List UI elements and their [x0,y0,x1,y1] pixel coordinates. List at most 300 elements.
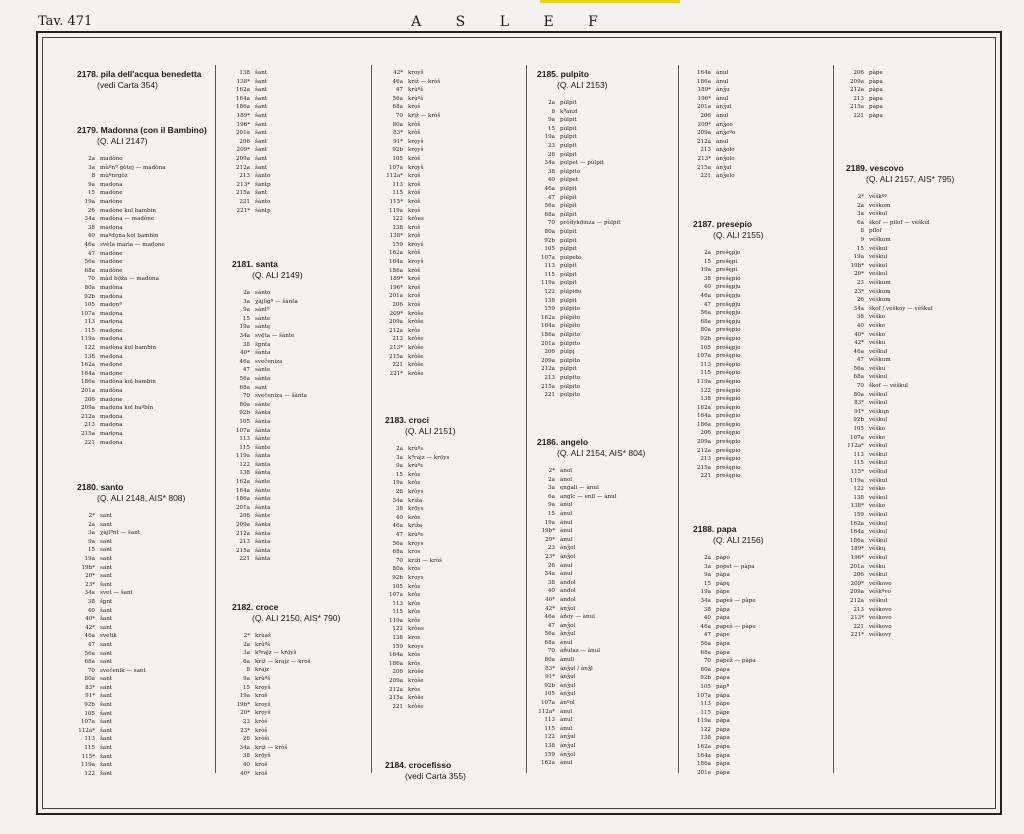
dialect-form: križ — krajz — kroš [255,658,311,665]
dialect-form: véškul [869,494,888,501]
point-code: 138* [389,233,403,240]
dialect-form: šant [255,78,268,85]
point-code: 209a [540,357,555,364]
entry-row [77,589,237,598]
point-code: 47 [703,632,711,639]
point-code: 162a [696,404,711,411]
entry-row [693,395,853,404]
point-code: 213 [239,173,250,180]
dialect-form: kròs [408,652,421,659]
point-code: 6a [243,658,250,665]
dialect-form: svečeniza [255,358,283,365]
dialect-form: pàpa [869,104,883,111]
point-code: 26 [547,151,555,158]
entry-row [385,574,545,583]
entry-row [537,219,697,228]
dialect-form: kros [408,635,421,642]
point-code: 92b [392,147,403,154]
point-code: 19b* [850,262,864,269]
dialect-form: šànta [255,504,271,511]
point-code: 3a [243,650,250,657]
dialect-form: kròs [408,480,421,487]
dialect-form: kròše [408,310,424,317]
entry-row [537,314,697,323]
dialect-form: véškul [869,443,888,450]
dialect-form: pàpª [716,683,730,690]
dialect-form: kròše [408,345,424,351]
point-code: 83* [854,400,864,407]
entry-section [537,69,697,400]
point-code: 15 [547,125,555,132]
point-code: 107a [80,719,95,726]
dialect-form: véškul [869,348,888,355]
dialect-form: véškovy [869,632,892,639]
dialect-form: χàjlªnt — šant [100,530,140,537]
dialect-form: ànul [560,519,573,526]
point-code: 2* [88,513,95,519]
entry-row [693,86,853,95]
dialect-form: šant [255,138,268,145]
point-code: 46a [239,358,250,365]
entry-row [537,322,697,331]
entry-row [385,172,545,181]
point-code: 122 [84,770,95,777]
entry-row [693,69,853,78]
entry-row [77,529,237,538]
dialect-form: prešępio [716,421,741,428]
entry-source: (Q. ALI 2154, AIS* 804) [557,448,646,458]
entry-row [537,613,697,622]
entry-row [537,151,697,160]
point-code: 221 [84,439,95,446]
dialect-form: škof — pilof — véškul [869,219,930,226]
point-code: 189* [850,546,864,553]
entry-row [232,752,392,761]
dialect-form: šant [100,719,113,726]
entry-row [232,332,392,341]
dialect-form: kròš [408,130,421,137]
entry-source: (Q. ALI 2157, AIS* 795) [866,174,955,184]
entry-row [693,292,853,301]
point-code: 38 [547,168,555,175]
point-code: 164a [388,259,403,266]
dialect-form: ànǯeo [716,121,733,128]
point-code: 115 [544,725,555,732]
dialect-form: pùlpeto [560,254,582,261]
entry-row [77,241,237,250]
entry-row [693,335,853,344]
point-code: 115* [81,753,95,760]
entry-row [232,164,392,173]
point-code: 46a [392,523,403,530]
point-code: 19b* [541,528,555,535]
dialect-form: šànta [255,350,271,357]
dialect-form: pùlpit [560,100,577,106]
dialect-form: kròš [255,718,268,725]
point-code: 201a [235,504,250,511]
dialect-form: krùºs [408,446,424,452]
entry-row [537,484,697,493]
dialect-form: krùºš [408,95,424,102]
dialect-form: ęngali — ànul [560,485,599,492]
dialect-form: pàpa [869,95,883,102]
entry-row [77,301,237,310]
entry-row [537,467,697,476]
point-code: 201a [540,340,555,347]
point-code: 107a [540,700,555,707]
entry-row [537,630,697,639]
point-code: 3a [704,563,711,570]
entry-row [537,476,697,485]
entry-row [693,657,853,666]
dialect-form: šànta [255,410,271,417]
point-code: 9a [243,675,250,682]
entry-row [846,288,1006,297]
entry-row [232,315,392,324]
point-code: 122 [392,216,403,223]
dialect-form: pròdykọ̄inza — pùlpit [560,220,621,227]
page-number: Tav. 471 [38,14,93,29]
point-code: 80a [392,121,403,128]
point-code: 113 [700,701,711,708]
dialect-form: madọna [100,431,123,437]
point-code: 40* [85,616,95,623]
point-code: 68a [853,374,864,381]
point-code: 209a [849,589,864,596]
point-code: 83* [545,665,555,672]
point-code: 105 [544,691,555,698]
dialect-form: šànte [255,487,271,494]
dialect-form: pàpa [716,640,730,647]
point-code: 92b [84,293,95,300]
point-code: 107a [235,427,250,434]
dialect-form: véškul [869,254,888,261]
entry-row [846,451,1006,460]
entry-row [693,309,853,318]
point-code: 47 [547,194,555,201]
entry-row [693,318,853,327]
entry-title: 2185. pulpito [537,69,589,79]
dialect-form: sànte [255,367,271,374]
dialect-form: pàpe [716,632,730,639]
point-code: 38 [856,314,864,321]
dialect-form: véškºvo [869,589,891,596]
dialect-form: pàpa [716,692,730,699]
entry-title: 2188. papa [693,524,737,534]
point-code: 26 [856,297,864,304]
dialect-form: sant [100,564,113,571]
dialect-form: pàpa [716,675,730,682]
point-code: 70 [242,393,250,400]
entry-row [232,427,392,436]
point-code: 215a [696,164,711,171]
dialect-form: križ — kròš [255,744,288,751]
point-code: 164a [388,652,403,659]
point-code: 122 [392,626,403,633]
entry-continuation [846,69,1006,121]
dialect-form: véškul [869,529,888,536]
entry-row [232,181,392,190]
point-code: 42* [854,340,864,347]
entry-row [693,683,853,692]
entry-row [537,665,697,674]
point-code: 26 [395,488,403,495]
point-code: 107a [849,434,864,441]
point-code: 34a [853,305,864,312]
entry-row [693,726,853,735]
entry-row [846,468,1006,477]
point-code: 159 [853,511,864,518]
dialect-form: pùlpit [560,125,577,132]
entry-row [537,288,697,297]
point-code: 3a [243,298,250,305]
dialect-form: χàjlìgª — šànta [255,298,298,305]
entry-row [77,378,237,387]
point-code: 221 [239,556,250,563]
entry-row [77,512,237,521]
entry-row [77,430,237,439]
dialect-form: madòne kul bambin [100,207,157,214]
dialect-form: véškul [869,554,888,561]
entry-row [77,701,237,710]
entry-row [537,202,697,211]
dialect-form: šànta [255,418,271,425]
dialect-form: madọne [100,396,123,403]
entry-row [232,418,392,427]
dialect-form: madòne [100,190,123,197]
dialect-form: pàpa [716,761,730,768]
dialect-form: kªanzl [560,108,578,115]
point-code: 115 [84,327,95,334]
point-code: 186a [696,78,711,85]
point-code: 206 [392,302,403,309]
dialect-form: šant [255,112,268,119]
entry-row [385,462,545,471]
point-code: 122 [84,345,95,352]
entry-row [846,245,1006,254]
dialect-form: šant [100,693,113,700]
entry-row [693,326,853,335]
dialect-form: véškul [869,211,888,218]
dialect-form: krọyš [255,710,271,717]
entry-row [232,298,392,307]
dialect-form: kròs [408,600,421,607]
point-code: 6a [548,493,555,500]
point-code: 115 [700,709,711,716]
dialect-form: pàpe [716,701,730,708]
point-code: 213 [853,95,864,102]
dialect-form: križi — kròš [408,557,443,564]
entry-row [77,155,237,164]
entry-row [232,666,392,675]
dialect-form: pùlpit [560,280,577,287]
dialect-form: šànto [255,173,271,180]
entry-row [232,358,392,367]
entry-row [232,155,392,164]
entry-row [385,224,545,233]
dialect-form: kròys [408,488,424,495]
point-code: 138 [392,224,403,231]
point-code: 26 [87,207,95,214]
point-code: 209a [696,130,711,137]
dialect-form: kroyš [408,259,424,266]
point-code: 56a [84,650,95,657]
dialect-form: šant [100,736,113,743]
dialect-form: pùlpidu [560,289,582,296]
point-code: 56a [84,259,95,266]
dialect-form: pàpa [716,606,730,613]
dialect-form: kroš [255,761,268,768]
dialect-form: krọyš [408,164,424,171]
point-code: 2a [243,290,250,296]
entry-row [232,349,392,358]
dialect-form: pùlpito [560,375,580,381]
entry-section [846,163,1006,640]
dialect-form: šant [100,762,113,769]
dialect-form: pàpa [716,666,730,673]
dialect-form: krùºs [408,463,424,470]
point-code: 70 [547,648,555,655]
entry-row [232,727,392,736]
point-code: 46a [84,241,95,248]
entry-row [232,684,392,693]
dialect-form: prešępio [716,430,741,437]
dialect-form: šant [255,147,268,154]
point-code: 213* [389,345,403,351]
dialect-form: ànul [560,502,573,509]
entry-row [77,615,237,624]
point-code: 91* [545,674,555,681]
point-code: 40 [547,588,555,595]
point-code: 212a [235,530,250,537]
point-code: 196* [697,95,711,102]
point-code: 206 [84,396,95,403]
entry-row [693,112,853,121]
dialect-form: àñulaz — ànul [560,648,601,655]
dialect-form: prešępio [716,396,741,403]
dialect-form: šp̧nt [100,598,113,605]
entry-row [385,643,545,652]
point-code: 113 [239,436,250,443]
dialect-form: véškul [869,374,888,381]
point-code: 221 [853,112,864,119]
point-code: 92b [700,335,711,342]
point-code: 56a [392,95,403,102]
dialect-form: kròše [408,336,424,343]
point-code: 56a [544,631,555,638]
dialect-form: krùaš [255,633,271,639]
entry-row [693,378,853,387]
entry-row [846,545,1006,554]
dialect-form: pàpe [716,589,730,596]
entry-row [385,634,545,643]
entry-row [77,353,237,362]
dialect-form: prešępio [716,353,741,360]
point-code: 19a [544,519,555,526]
entry-row [385,155,545,164]
point-code: 221* [236,207,250,214]
entry-row [537,116,697,125]
entry-row [77,735,237,744]
entry-row [77,215,237,224]
entry-row [537,553,697,562]
point-code: 38 [703,606,711,613]
dialect-form: madòna kol bambin [100,379,156,386]
point-code: 40 [87,233,95,240]
dialect-form: véško [869,434,886,441]
entry-row [77,267,237,276]
point-code: 209* [236,147,250,154]
point-code: 206 [700,112,711,119]
dialect-form: véškul [869,597,888,604]
point-code: 159 [392,643,403,650]
entry-row [77,632,237,641]
entry-row [537,699,697,708]
dialect-form: ànul [716,138,729,145]
entry-row [385,617,545,626]
dialect-form: pùlpito [560,383,580,390]
entry-row [385,660,545,669]
dialect-form: kròš [255,770,268,777]
point-code: 206 [392,669,403,676]
point-code: 8 [246,667,250,674]
entry-rows [693,249,853,481]
point-code: 215a [849,104,864,111]
entry-row [232,323,392,332]
point-code: 122 [239,461,250,468]
entry-row [846,382,1006,391]
entry-row [693,95,853,104]
dialect-form: križa [408,523,423,530]
dialect-form: šant [255,70,268,76]
entry-row [385,445,545,454]
entry-row [846,262,1006,271]
dialect-form: véškul [869,400,888,407]
entry-row [77,258,237,267]
dialect-form: ànol [560,476,573,483]
entry-row [537,185,697,194]
entry-row [693,692,853,701]
dialect-form: véškum [869,279,891,286]
entry-row [537,108,697,117]
point-code: 2a [88,521,95,528]
point-code: 38 [242,341,250,348]
dialect-form: šant [100,745,113,752]
entry-row [846,305,1006,314]
entry-row [385,181,545,190]
dialect-form: šànta [255,470,271,477]
entry-row [385,471,545,480]
entry-row [77,555,237,564]
dialect-form: ànºol [560,700,575,707]
dialect-form: ànul [716,78,729,85]
dialect-form: pùlpet — pùlpit [560,160,604,167]
point-code: 164a [80,370,95,377]
point-code: 38 [547,579,555,586]
dialect-form: kròš [408,121,421,128]
entry-row [846,425,1006,434]
point-code: 201a [696,769,711,776]
dialect-form: prešępio [716,378,741,385]
point-code: 9a [704,572,711,579]
point-code: 206 [700,430,711,437]
entry-row [77,387,237,396]
entry-continuation [232,69,392,215]
dialect-form: pùlpį [560,349,575,356]
entry-section [385,760,545,790]
dialect-form: véšku [869,340,886,347]
point-code: 105 [84,302,95,309]
